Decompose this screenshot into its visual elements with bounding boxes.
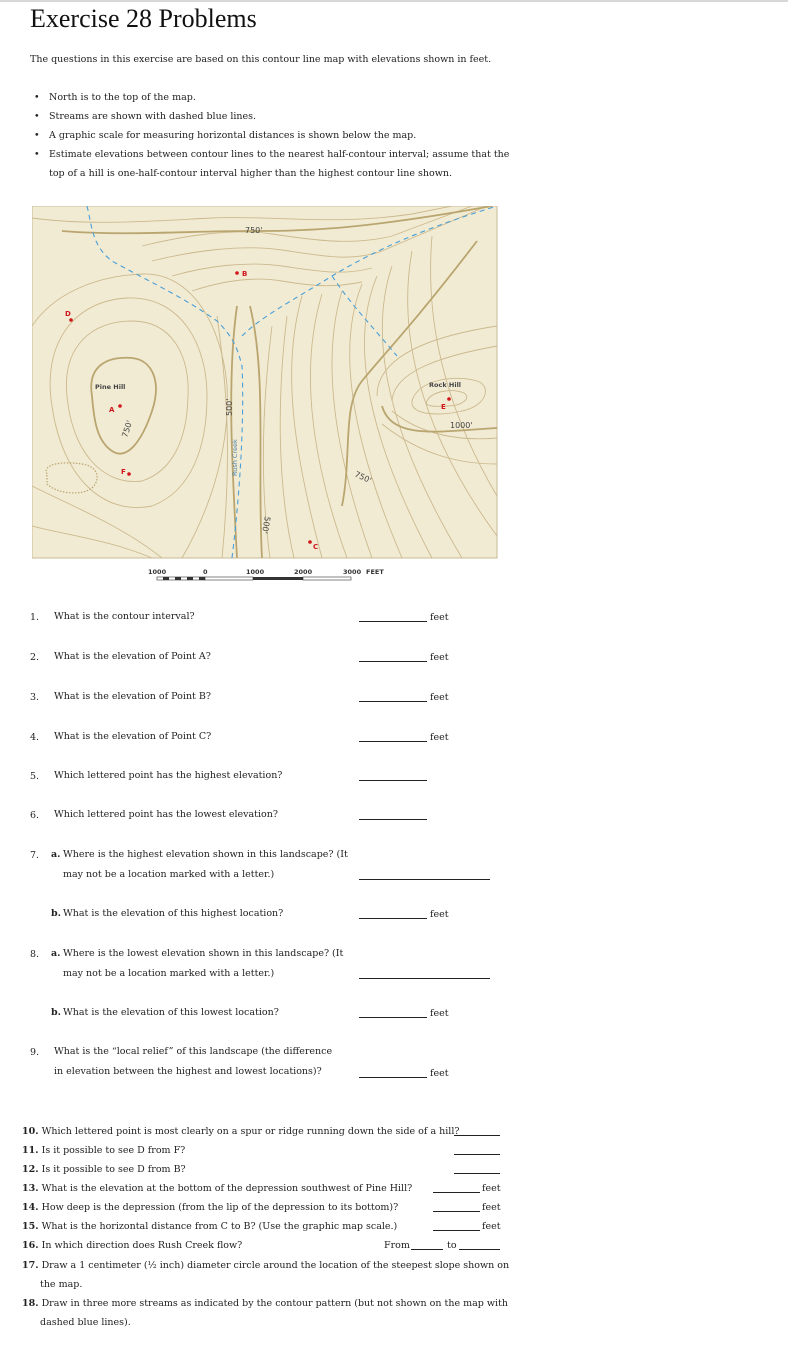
- question-text: Is it possible to see D from B?: [41, 1164, 186, 1175]
- question-number: 12.: [22, 1164, 39, 1175]
- answer-unit: feet: [482, 1202, 501, 1213]
- question-part-label: b.: [51, 908, 61, 919]
- question-number: 5.: [30, 771, 40, 782]
- answer-blank[interactable]: [359, 741, 427, 742]
- question-number: 15.: [22, 1221, 39, 1232]
- point-a-label: A: [109, 406, 115, 414]
- question-text: Which lettered point has the lowest elevation?: [54, 809, 278, 820]
- answer-unit: feet: [430, 652, 449, 663]
- question-number: 13.: [22, 1183, 39, 1194]
- answer-blank[interactable]: [454, 1154, 500, 1155]
- rock-hill-label: Rock Hill: [429, 381, 462, 389]
- contour-750-pine-label: 750': [120, 419, 135, 439]
- question-text: What is the elevation at the bottom of the depression southwest of Pine Hill?: [41, 1183, 413, 1194]
- answer-blank[interactable]: [359, 978, 490, 979]
- question-text: What is the elevation of this highest location?: [63, 908, 284, 919]
- question-text: Where is the highest elevation shown in this landscape? (It may not be a location marked with a letter.): [63, 849, 348, 880]
- top-rule: [0, 0, 788, 2]
- answer-blank[interactable]: [359, 621, 427, 622]
- scale-label-3000: 3000: [343, 568, 362, 576]
- contour-750-top-label: 750': [245, 226, 263, 235]
- point-e-marker: [447, 397, 451, 401]
- contour-500-bottom-label: 500': [259, 515, 272, 535]
- question-number: 3.: [30, 692, 40, 703]
- answer-blank[interactable]: [359, 1017, 427, 1018]
- answer-blank[interactable]: [433, 1211, 480, 1212]
- question-number: 9.: [30, 1047, 40, 1058]
- pine-hill-label: Pine Hill: [95, 383, 126, 391]
- question-text: What is the horizontal distance from C to B? (Use the graphic map scale.): [41, 1221, 398, 1232]
- contour-750-right-label: 750': [353, 469, 373, 486]
- answer-unit: feet: [430, 732, 449, 743]
- question-text: How deep is the depression (from the lip of the depression to its bottom)?: [41, 1202, 399, 1213]
- scale-label-left: 1000: [148, 568, 167, 576]
- question-number: 11.: [22, 1145, 39, 1156]
- question-text: What is the elevation of Point C?: [54, 731, 212, 742]
- question-part-label: a.: [51, 849, 61, 860]
- question-number: 17.: [22, 1260, 39, 1271]
- answer-unit: feet: [430, 1008, 449, 1019]
- question-number: 2.: [30, 652, 40, 663]
- instruction-estimate: • Estimate elevations between contour lines to the nearest half-contour interval; assume that the top of a hill is one-half-contour interval higher than the highest contour line shown.: [30, 145, 519, 183]
- question-text: What is the “local relief” of this landscape (the difference in elevation between the highest and lowest locations)?: [54, 1046, 333, 1077]
- intro-text: The questions in this exercise are based on this contour line map with elevations shown in feet.: [30, 54, 492, 65]
- answer-unit: feet: [430, 692, 449, 703]
- answer-blank[interactable]: [359, 819, 427, 820]
- contour-1000-label: 1000': [450, 421, 473, 430]
- question-number: 4.: [30, 732, 40, 743]
- question-text: Which lettered point is most clearly on a spur or ridge running down the side of a hill?: [41, 1126, 460, 1137]
- scale-label-1000: 1000: [246, 568, 265, 576]
- from-answer-blank[interactable]: [411, 1249, 443, 1250]
- answer-unit: feet: [430, 1068, 449, 1079]
- answer-blank[interactable]: [359, 918, 427, 919]
- contour-map: [32, 206, 502, 586]
- question-text: What is the elevation of Point A?: [54, 651, 211, 662]
- question-part-label: a.: [51, 948, 61, 959]
- question-number: 6.: [30, 810, 40, 821]
- answer-blank[interactable]: [359, 701, 427, 702]
- answer-blank[interactable]: [359, 661, 427, 662]
- from-label: From: [384, 1240, 410, 1251]
- answer-unit: feet: [430, 909, 449, 920]
- answer-blank[interactable]: [454, 1173, 500, 1174]
- point-d-label: D: [65, 310, 71, 318]
- question-number: 10.: [22, 1126, 39, 1137]
- point-c-label: C: [313, 543, 319, 551]
- question-text: What is the elevation of this lowest location?: [63, 1007, 279, 1018]
- answer-unit: feet: [482, 1183, 501, 1194]
- answer-unit: feet: [430, 612, 449, 623]
- question-text: What is the contour interval?: [54, 611, 195, 622]
- point-f-marker: [127, 472, 131, 476]
- instruction-list: [30, 88, 519, 183]
- graphic-scale: [148, 568, 384, 580]
- scale-label-zero: 0: [203, 568, 208, 576]
- answer-blank[interactable]: [359, 780, 427, 781]
- question-number: 18.: [22, 1298, 39, 1309]
- answer-unit: feet: [482, 1221, 501, 1232]
- point-b-marker: [235, 271, 239, 275]
- point-e-label: E: [441, 403, 446, 411]
- to-label: to: [447, 1240, 457, 1251]
- to-answer-blank[interactable]: [459, 1249, 500, 1250]
- point-a-marker: [118, 404, 122, 408]
- question-text: Is it possible to see D from F?: [41, 1145, 186, 1156]
- question-number: 8.: [30, 949, 40, 960]
- question-number: 16.: [22, 1240, 39, 1251]
- answer-blank[interactable]: [359, 1077, 427, 1078]
- question-part-label: b.: [51, 1007, 61, 1018]
- question-text: Where is the lowest elevation shown in this landscape? (It may not be a location marked with a letter.): [63, 948, 344, 979]
- answer-blank[interactable]: [359, 879, 490, 880]
- question-text: In which direction does Rush Creek flow?: [41, 1240, 243, 1251]
- question-number: 7.: [30, 850, 40, 861]
- instruction-scale: • A graphic scale for measuring horizontal distances is shown below the map.: [30, 126, 519, 145]
- answer-blank[interactable]: [454, 1135, 500, 1136]
- question-text: Draw in three more streams as indicated by the contour pattern (but not shown on the map with dashed blue lines).: [40, 1298, 508, 1328]
- scale-label-2000: 2000: [294, 568, 313, 576]
- question-text: Which lettered point has the highest elevation?: [54, 770, 283, 781]
- instruction-north: • North is to the top of the map.: [30, 88, 519, 107]
- rush-creek-label: Rush Creek: [231, 439, 239, 476]
- answer-blank[interactable]: [433, 1230, 480, 1231]
- question-number: 14.: [22, 1202, 39, 1213]
- scale-unit: FEET: [366, 568, 384, 576]
- question-text: Draw a 1 centimeter (½ inch) diameter circle around the location of the steepest slope shown on the map.: [40, 1260, 510, 1290]
- instruction-streams: • Streams are shown with dashed blue lines.: [30, 107, 519, 126]
- question-text: What is the elevation of Point B?: [54, 691, 211, 702]
- page-title: Exercise 28 Problems: [30, 4, 257, 33]
- point-f-label: F: [121, 468, 126, 476]
- point-d-marker: [69, 318, 73, 322]
- answer-blank[interactable]: [433, 1192, 480, 1193]
- question-number: 1.: [30, 612, 40, 623]
- point-c-marker: [308, 540, 312, 544]
- point-b-label: B: [242, 270, 248, 278]
- contour-500-left-label: 500': [225, 398, 234, 416]
